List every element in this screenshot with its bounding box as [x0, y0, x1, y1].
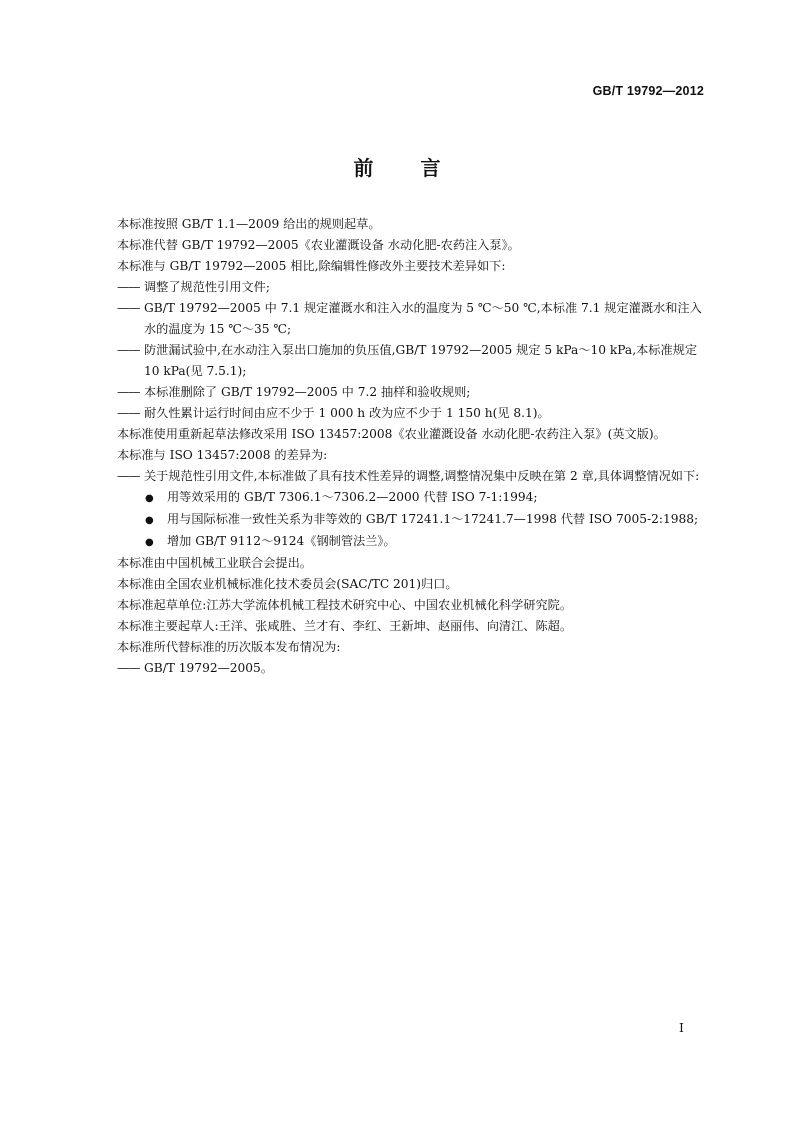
paragraph-under-jurisdiction: 本标准由全国农业机械标准化技术委员会(SAC/TC 201)归口。 [117, 577, 458, 591]
change-item [117, 277, 707, 298]
foreword-body [117, 214, 707, 679]
bullet-text: 增加 GB/T 9112～9124《钢制管法兰》。 [167, 534, 396, 548]
change-item-text: 调整了规范性引用文件; [144, 280, 270, 294]
page-title: 前 言 [353, 156, 441, 180]
bullet-text: 用等效采用的 GB/T 7306.1～7306.2—2000 代替 ISO 7-1:1994; [167, 490, 538, 504]
dash-mark: —— [117, 661, 140, 675]
paragraph-differences-intro: 本标准与 GB/T 19792—2005 相比,除编辑性修改外主要技术差异如下: [117, 259, 506, 273]
bullet-item [117, 531, 707, 553]
dash-mark: —— [117, 343, 140, 357]
change-item [117, 382, 707, 403]
bullet-item [117, 487, 707, 509]
change-item-text: GB/T 19792—2005 中 7.1 规定灌溉水和注入水的温度为 5 ℃～50 ℃,本标准 7.1 规定灌溉水和注入水的温度为 15 ℃～35 ℃; [144, 301, 702, 336]
iso-difference-text: 关于规范性引用文件,本标准做了具有技术性差异的调整,调整情况集中反映在第 2 章,具体调整情况如下: [144, 469, 700, 483]
change-item [117, 340, 707, 382]
iso-difference-item [117, 466, 707, 487]
change-item [117, 298, 707, 340]
history-item-text: GB/T 19792—2005。 [144, 661, 273, 675]
paragraph-iso-differences: 本标准与 ISO 13457:2008 的差异为: [117, 448, 328, 462]
history-item [117, 658, 707, 679]
standard-number: GB/T 19792—2012 [592, 84, 704, 98]
bullet-item [117, 509, 707, 531]
dash-mark: —— [117, 469, 140, 483]
dash-mark: —— [117, 406, 140, 420]
paragraph-replaces: 本标准代替 GB/T 19792—2005《农业灌溉设备 水动化肥-农药注入泵》。 [117, 238, 520, 252]
bullet-icon: ● [145, 515, 154, 526]
bullet-text: 用与国际标准一致性关系为非等效的 GB/T 17241.1～17241.7—1998 代替 ISO 7005-2:1988; [167, 512, 699, 526]
paragraph-drafters: 本标准主要起草人:王洋、张咸胜、兰才有、李红、王新坤、赵丽伟、向清江、陈超。 [117, 619, 573, 633]
paragraph-proposed-by: 本标准由中国机械工业联合会提出。 [117, 556, 312, 570]
dash-mark: —— [117, 385, 140, 399]
change-item [117, 403, 707, 424]
change-item-text: 防泄漏试验中,在水动注入泵出口施加的负压值,GB/T 19792—2005 规定 5 kPa～10 kPa,本标准规定 10 kPa(见 7.5.1); [144, 343, 698, 378]
page-number: I [679, 1020, 684, 1035]
paragraph-drafting-units: 本标准起草单位:江苏大学流体机械工程技术研究中心、中国农业机械化科学研究院。 [117, 598, 573, 612]
dash-mark: —— [117, 280, 140, 294]
paragraph-iso-adoption: 本标准使用重新起草法修改采用 ISO 13457:2008《农业灌溉设备 水动化肥-农药注入泵》(英文版)。 [117, 427, 666, 441]
paragraph-drafting-rules: 本标准按照 GB/T 1.1—2009 给出的规则起草。 [117, 217, 381, 231]
paragraph-history-intro: 本标准所代替标准的历次版本发布情况为: [117, 640, 341, 654]
change-item-text: 耐久性累计运行时间由应不少于 1 000 h 改为应不少于 1 150 h(见 8.1)。 [144, 406, 550, 420]
change-item-text: 本标准删除了 GB/T 19792—2005 中 7.2 抽样和验收规则; [144, 385, 471, 399]
bullet-icon: ● [145, 493, 154, 504]
dash-mark: —— [117, 301, 140, 315]
bullet-icon: ● [145, 537, 154, 548]
